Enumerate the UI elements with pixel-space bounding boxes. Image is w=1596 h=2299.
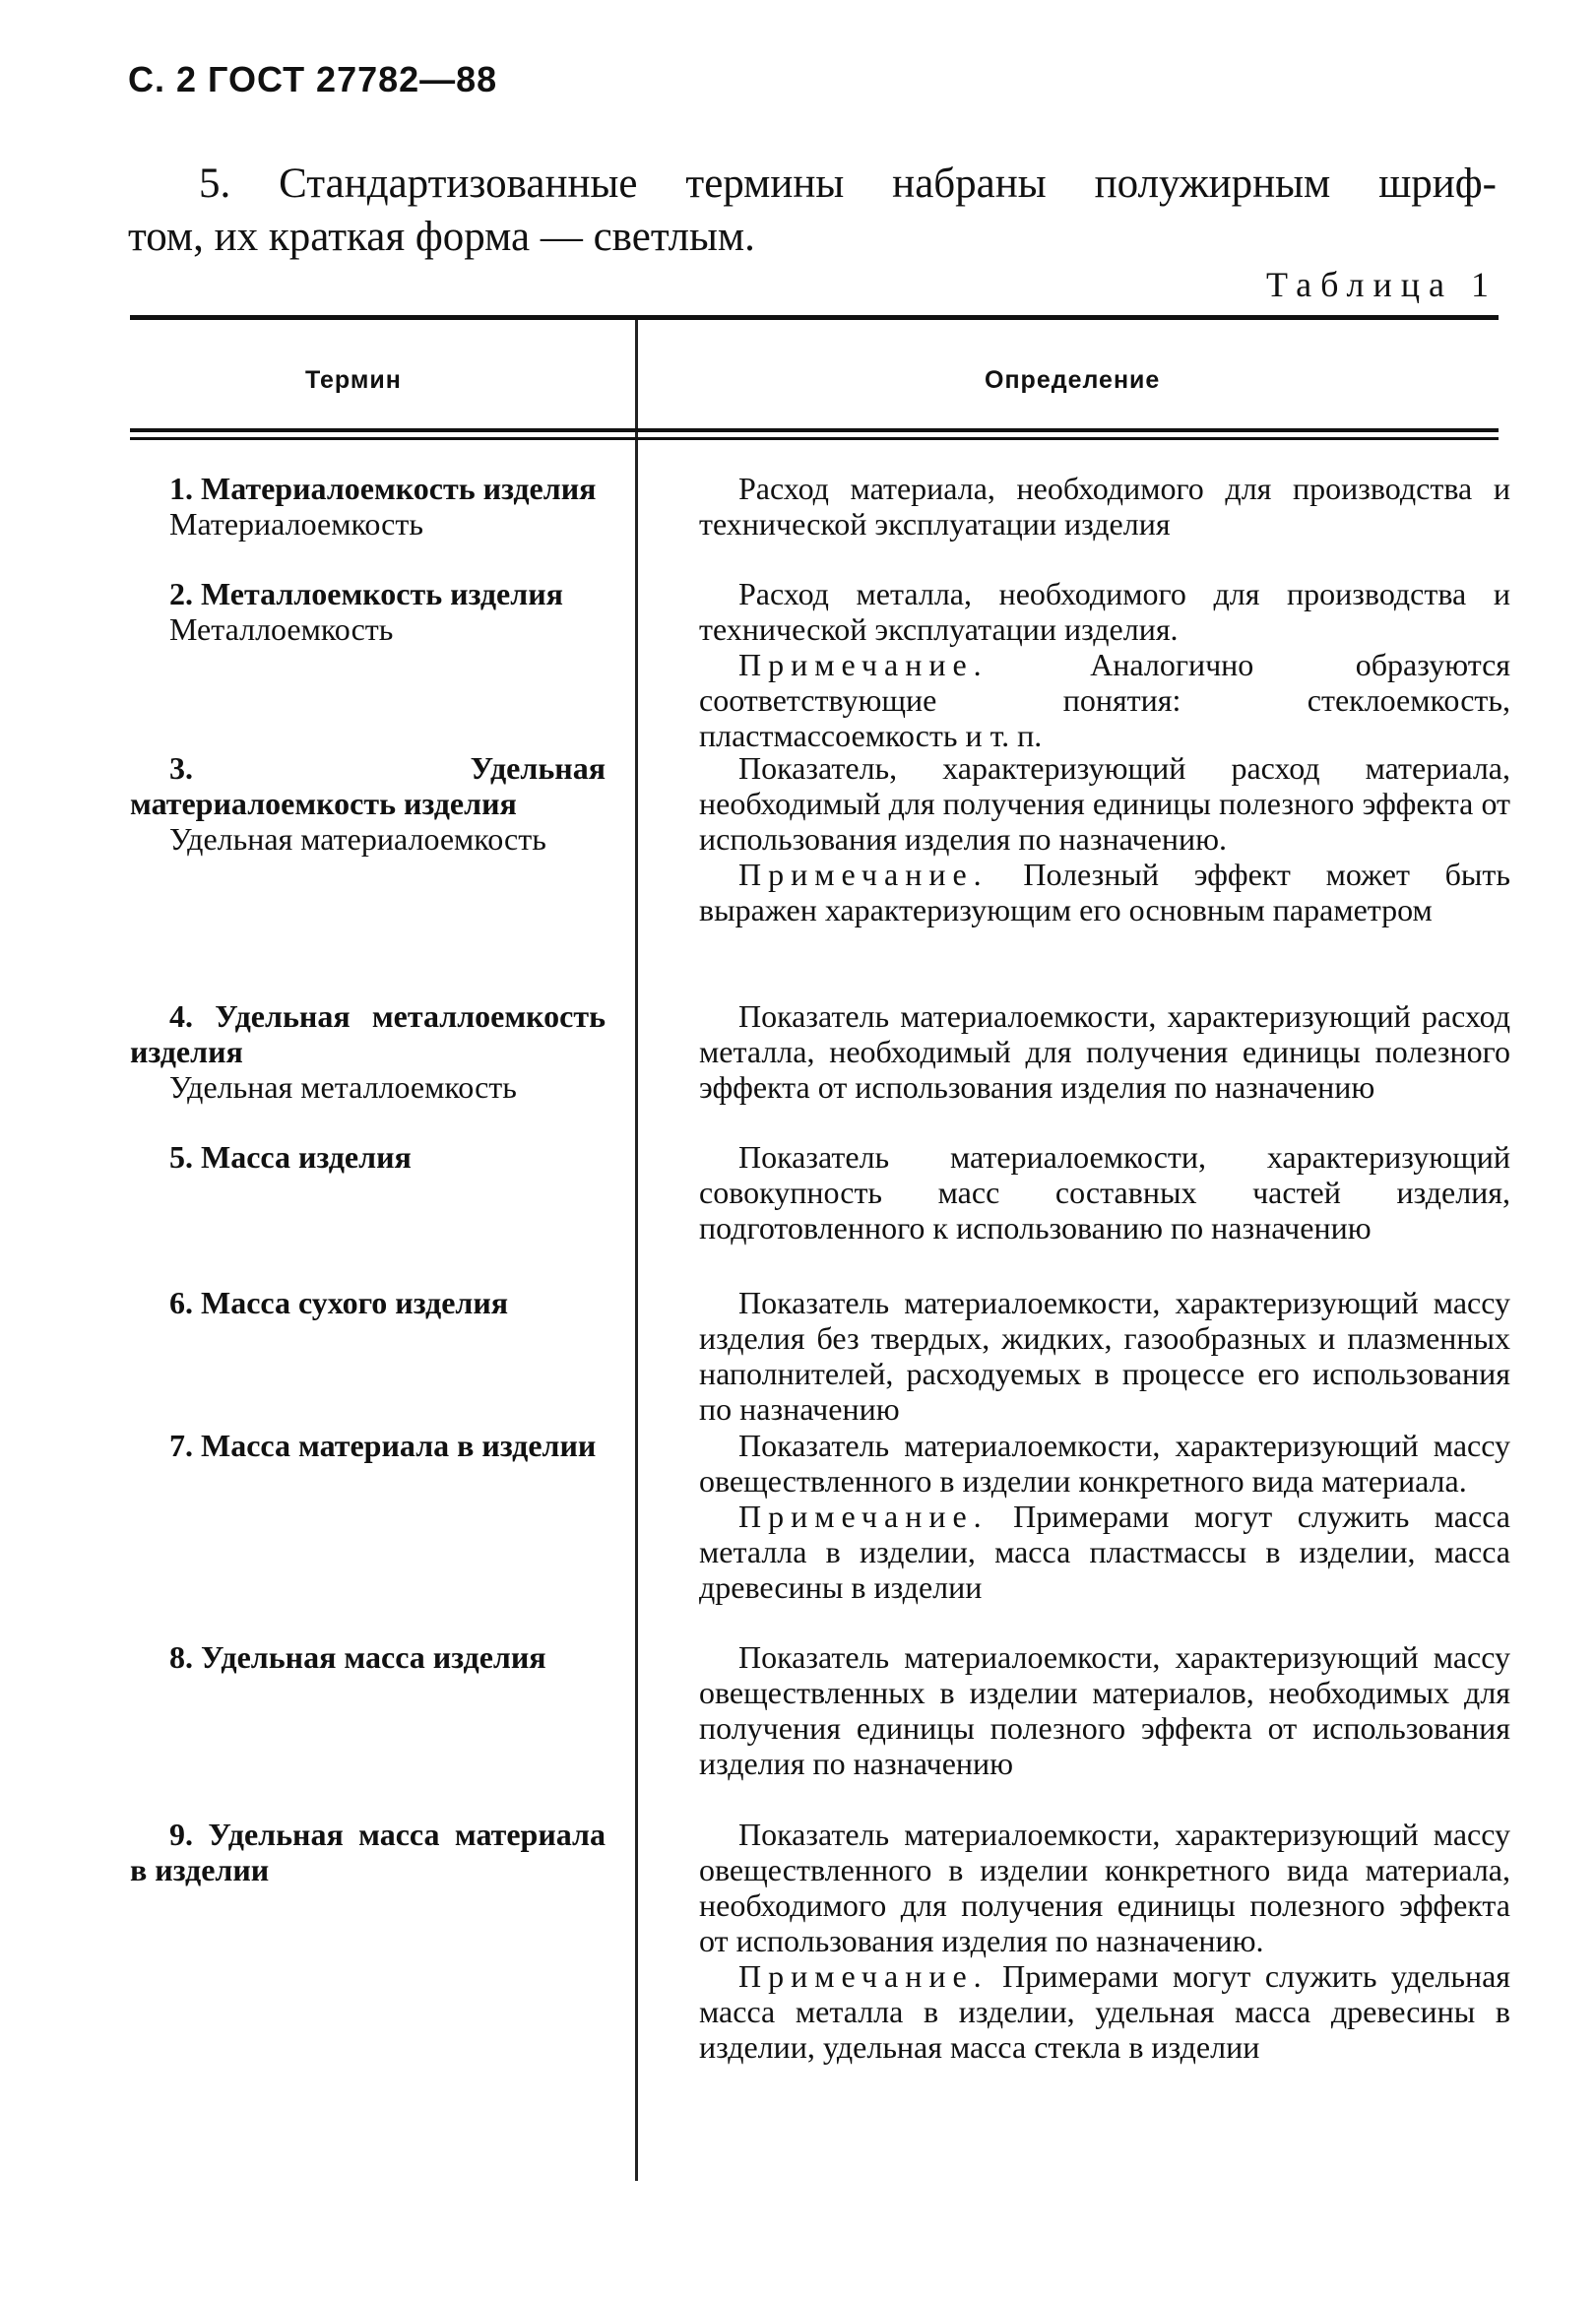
column-divider (635, 320, 638, 2181)
term-title: 7. Масса материала в изделии (169, 1428, 597, 1463)
definition-text: Показатель материалоемкости, характеризующий совокупность масс составных частей изделия, подготовленного к использованию по назначению (699, 1139, 1510, 1245)
definition-text: Расход материала, необходимого для производства и технической эксплуатации изделия (699, 471, 1510, 542)
definition-text: Показатель материалоемкости, характеризующий массу овеществленного в изделии конкретного вида материала. (699, 1428, 1510, 1499)
term-short-form: Удельная материалоемкость (169, 821, 546, 857)
table-caption: Таблица 1 (1266, 265, 1498, 304)
term-cell (130, 1639, 606, 1675)
term-title: 8. Удельная масса изделия (169, 1639, 546, 1675)
definition-cell (699, 576, 1510, 753)
term-cell (130, 1428, 606, 1463)
term-title: 1. Материалоемкость изделия (169, 471, 597, 506)
definition-text: Показатель материалоемкости, характеризующий массу изделия без твердых, жидких, газообразных и плазменных наполнителей, расходуемых в процессе его использования по назначению (699, 1285, 1510, 1427)
definition-text: Расход металла, необходимого для производства и технической эксплуатации изделия. (699, 576, 1510, 647)
definition-note (699, 1499, 1510, 1605)
note-text: Аналогично образуются соответствующие понятия: стеклоемкость, пластмассоемкость и т. п. (699, 647, 1510, 753)
definition-note (699, 1958, 1510, 2065)
definition-cell (699, 1139, 1510, 1245)
note-text: Примерами могут служить масса металла в изделии, масса пластмассы в изделии, масса древесины в изделии (699, 1499, 1510, 1605)
term-cell (130, 998, 606, 1105)
column-header-definition: Определение (985, 366, 1161, 394)
definition-text: Показатель материалоемкости, характеризующий расход металла, необходимый для получения единицы полезного эффекта от использования изделия по назначению (699, 998, 1510, 1105)
note-label: Примечание. (738, 857, 989, 892)
definition-note (699, 857, 1510, 927)
term-title: 4. Удельная металлоемкость изделия (130, 998, 606, 1069)
term-short-form: Металлоемкость (169, 611, 394, 647)
note-label: Примечание. (738, 1958, 989, 1994)
definition-cell (699, 1639, 1510, 1781)
term-cell (130, 1285, 606, 1320)
note-text: Полезный эффект может быть выражен характеризующим его основным параметром (699, 857, 1511, 927)
term-title: 6. Масса сухого изделия (169, 1285, 509, 1320)
term-cell (130, 1817, 606, 1887)
definition-cell (699, 750, 1510, 927)
term-cell (130, 750, 606, 857)
note-label: Примечание. (738, 647, 989, 682)
definition-cell (699, 1428, 1510, 1605)
term-short-form: Удельная металлоемкость (169, 1069, 517, 1105)
note-text: Примерами могут служить удельная масса металла в изделии, удельная масса древесины в изделии, удельная масса стекла в изделии (699, 1958, 1511, 2065)
term-title: 2. Металлоемкость изделия (169, 576, 563, 611)
definition-cell (699, 471, 1510, 542)
intro-line-1: 5. Стандартизованные термины набраны полужирным шриф- (199, 160, 1497, 207)
definition-cell (699, 1285, 1510, 1427)
intro-paragraph (128, 158, 1497, 264)
note-label: Примечание. (738, 1499, 989, 1534)
page-header: С. 2 ГОСТ 27782—88 (128, 59, 498, 99)
term-cell (130, 576, 606, 647)
definition-note (699, 647, 1510, 753)
definition-text: Показатель, характеризующий расход материала, необходимый для получения единицы полезного эффекта от использования изделия по назначению. (699, 750, 1510, 857)
column-header-term: Термин (305, 366, 402, 394)
term-title: 3. Удельная материалоемкость изделия (130, 750, 606, 821)
term-title: 5. Масса изделия (169, 1139, 412, 1175)
definition-text: Показатель материалоемкости, характеризующий массу овеществленного в изделии конкретного вида материала, необходимого для получения единицы полезного эффекта от использования изделия по назначению. (699, 1817, 1510, 1958)
term-short-form: Материалоемкость (169, 506, 423, 542)
table-top-rule (130, 315, 1499, 320)
definition-cell (699, 1817, 1510, 2065)
definition-cell (699, 998, 1510, 1105)
header-rule-2 (130, 437, 1499, 440)
intro-line-2: том, их краткая форма — светлым. (128, 214, 755, 260)
definition-text: Показатель материалоемкости, характеризующий массу овеществленных в изделии материалов, необходимых для получения единицы полезного эффекта от использования изделия по назначению (699, 1639, 1510, 1781)
term-title: 9. Удельная масса материала в изделии (130, 1817, 606, 1887)
header-rule-1 (130, 428, 1499, 432)
term-cell (130, 471, 606, 542)
term-cell (130, 1139, 606, 1175)
